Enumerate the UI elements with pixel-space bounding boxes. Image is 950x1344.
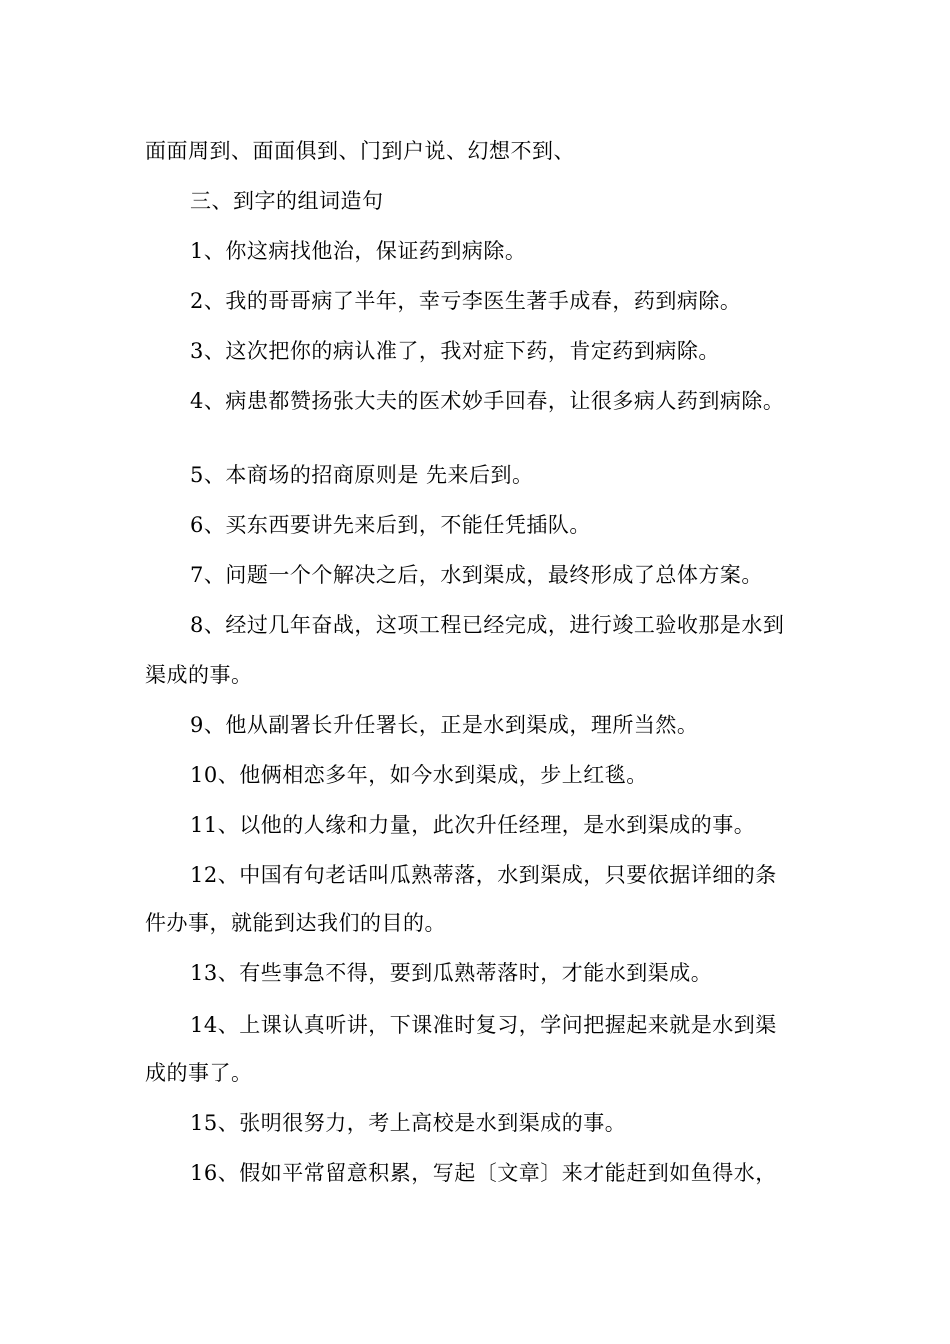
- example-sentence: 2、我的哥哥病了半年，幸亏李医生著手成春，药到病除。: [190, 289, 742, 313]
- example-sentence: 3、这次把你的病认准了，我对症下药，肯定药到病除。: [190, 339, 720, 363]
- section-heading: 三、到字的组词造句: [190, 189, 384, 213]
- example-sentence: 14、上课认真听讲，下课准时复习，学问把握起来就是水到渠: [190, 1013, 777, 1037]
- example-sentence: 7、问题一个个解决之后，水到渠成，最终形成了总体方案。: [190, 563, 763, 587]
- example-sentence: 12、中国有句老话叫瓜熟蒂落，水到渠成，只要依据详细的条: [190, 863, 777, 887]
- text-line: 面面周到、面面俱到、门到户说、幻想不到、: [145, 139, 575, 163]
- example-sentence: 10、他俩相恋多年，如今水到渠成，步上红毯。: [190, 763, 648, 787]
- example-sentence-continuation: 件办事，就能到达我们的目的。: [145, 911, 446, 935]
- example-sentence: 6、买东西要讲先来后到，不能任凭插队。: [190, 513, 591, 537]
- example-sentence: 16、假如平常留意积累，写起〔文章〕来才能赶到如鱼得水，: [190, 1161, 777, 1185]
- example-sentence: 5、本商场的招商原则是 先来后到。: [190, 463, 534, 487]
- example-sentence-continuation: 成的事了。: [145, 1061, 253, 1085]
- example-sentence: 4、病患都赞扬张大夫的医术妙手回春，让很多病人药到病除。: [190, 389, 785, 413]
- example-sentence: 9、他从副署长升任署长，正是水到渠成，理所当然。: [190, 713, 699, 737]
- example-sentence: 13、有些事急不得，要到瓜熟蒂落时，才能水到渠成。: [190, 961, 713, 985]
- example-sentence: 8、经过几年奋战，这项工程已经完成，进行竣工验收那是水到: [190, 613, 785, 637]
- example-sentence: 15、张明很努力，考上高校是水到渠成的事。: [190, 1111, 627, 1135]
- example-sentence: 11、以他的人缘和力量，此次升任经理，是水到渠成的事。: [190, 813, 756, 837]
- example-sentence-continuation: 渠成的事。: [145, 663, 253, 687]
- example-sentence: 1、你这病找他治，保证药到病除。: [190, 239, 527, 263]
